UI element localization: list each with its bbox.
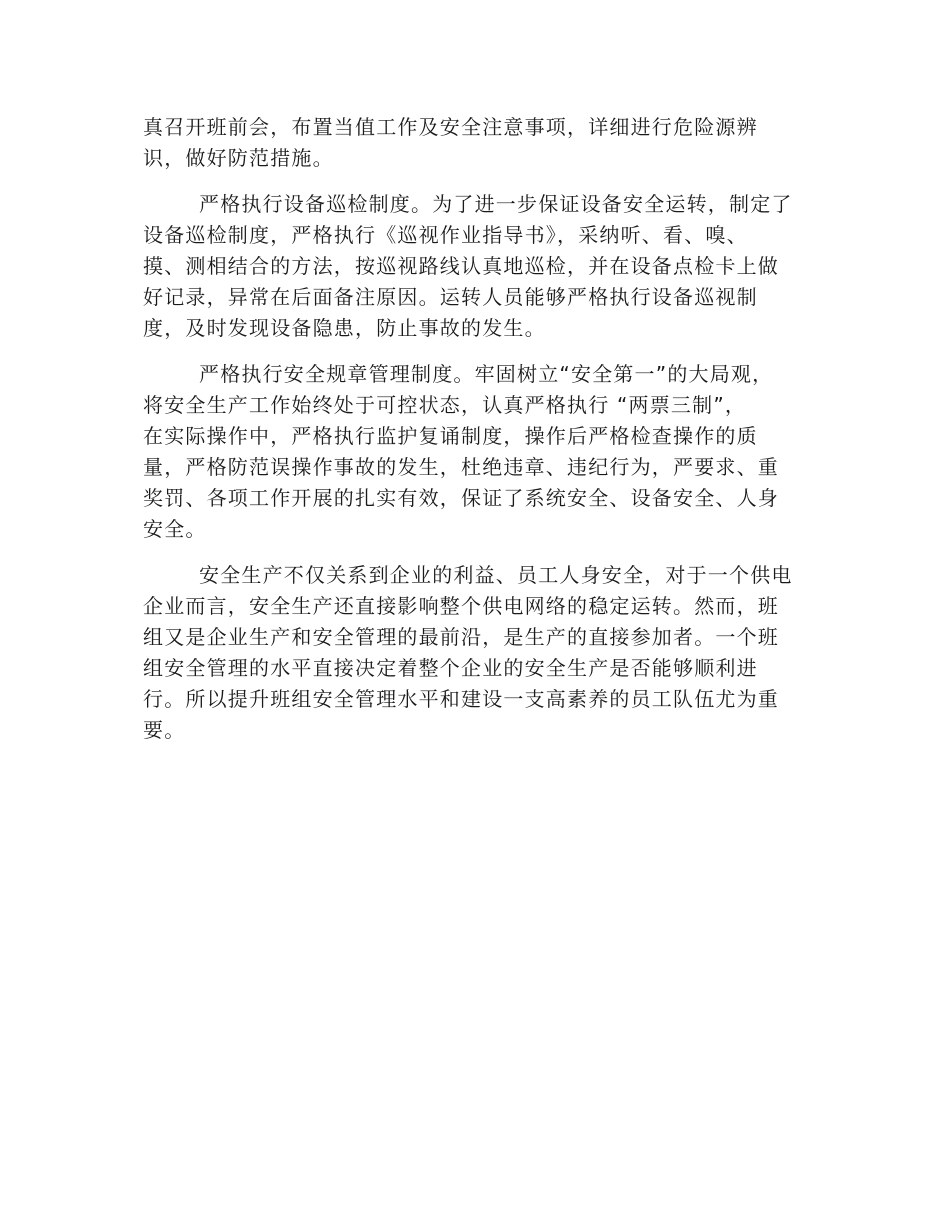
document-page bbox=[143, 112, 808, 761]
text-line: 量，严格防范误操作事故的发生，杜绝违章、违纪行为，严要求、重 bbox=[143, 455, 779, 479]
paragraph-3 bbox=[143, 359, 808, 545]
text-line: 安全生产不仅关系到企业的利益、员工人身安全，对于一个供电 bbox=[199, 563, 793, 587]
text-line: 组又是企业生产和安全管理的最前沿，是生产的直接参加者。一个班 bbox=[143, 625, 779, 649]
text-line: 奖罚、各项工作开展的扎实有效，保证了系统安全、设备安全、人身 bbox=[143, 486, 779, 510]
text-line: 度，及时发现设备隐患，防止事故的发生。 bbox=[143, 316, 546, 340]
text-line: 好记录，异常在后面备注原因。运转人员能够严格执行设备巡视制 bbox=[143, 285, 758, 309]
text-line: 组安全管理的水平直接决定着整个企业的安全生产是否能够顺利进 bbox=[143, 656, 758, 680]
text-line: 企业而言，安全生产还直接影响整个供电网络的稳定运转。然而，班 bbox=[143, 594, 779, 618]
paragraph-4 bbox=[143, 560, 808, 746]
text-line: 将安全生产工作始终处于可控状态，认真严格执行 “两票三制”， bbox=[143, 393, 747, 417]
text-line: 要。 bbox=[143, 718, 186, 742]
text-line: 严格执行设备巡检制度。为了进一步保证设备安全运转，制定了 bbox=[199, 192, 793, 216]
text-line: 在实际操作中，严格执行监护复诵制度，操作后严格检查操作的质 bbox=[143, 424, 758, 448]
text-line: 设备巡检制度，严格执行《巡视作业指导书》，采纳听、看、嗅、 bbox=[143, 223, 748, 247]
paragraph-1 bbox=[143, 112, 808, 174]
text-line: 安全。 bbox=[143, 517, 207, 541]
text-line: 行。所以提升班组安全管理水平和建设一支高素养的员工队伍尤为重 bbox=[143, 687, 779, 711]
paragraph-2 bbox=[143, 189, 808, 344]
text-line: 真召开班前会，布置当值工作及安全注意事项，详细进行危险源辨 bbox=[143, 115, 758, 139]
text-line: 摸、测相结合的方法，按巡视路线认真地巡检，并在设备点检卡上做 bbox=[143, 254, 779, 278]
text-line: 严格执行安全规章管理制度。牢固树立“安全第一”的大局观， bbox=[199, 362, 774, 386]
text-line: 识，做好防范措施。 bbox=[143, 146, 334, 170]
